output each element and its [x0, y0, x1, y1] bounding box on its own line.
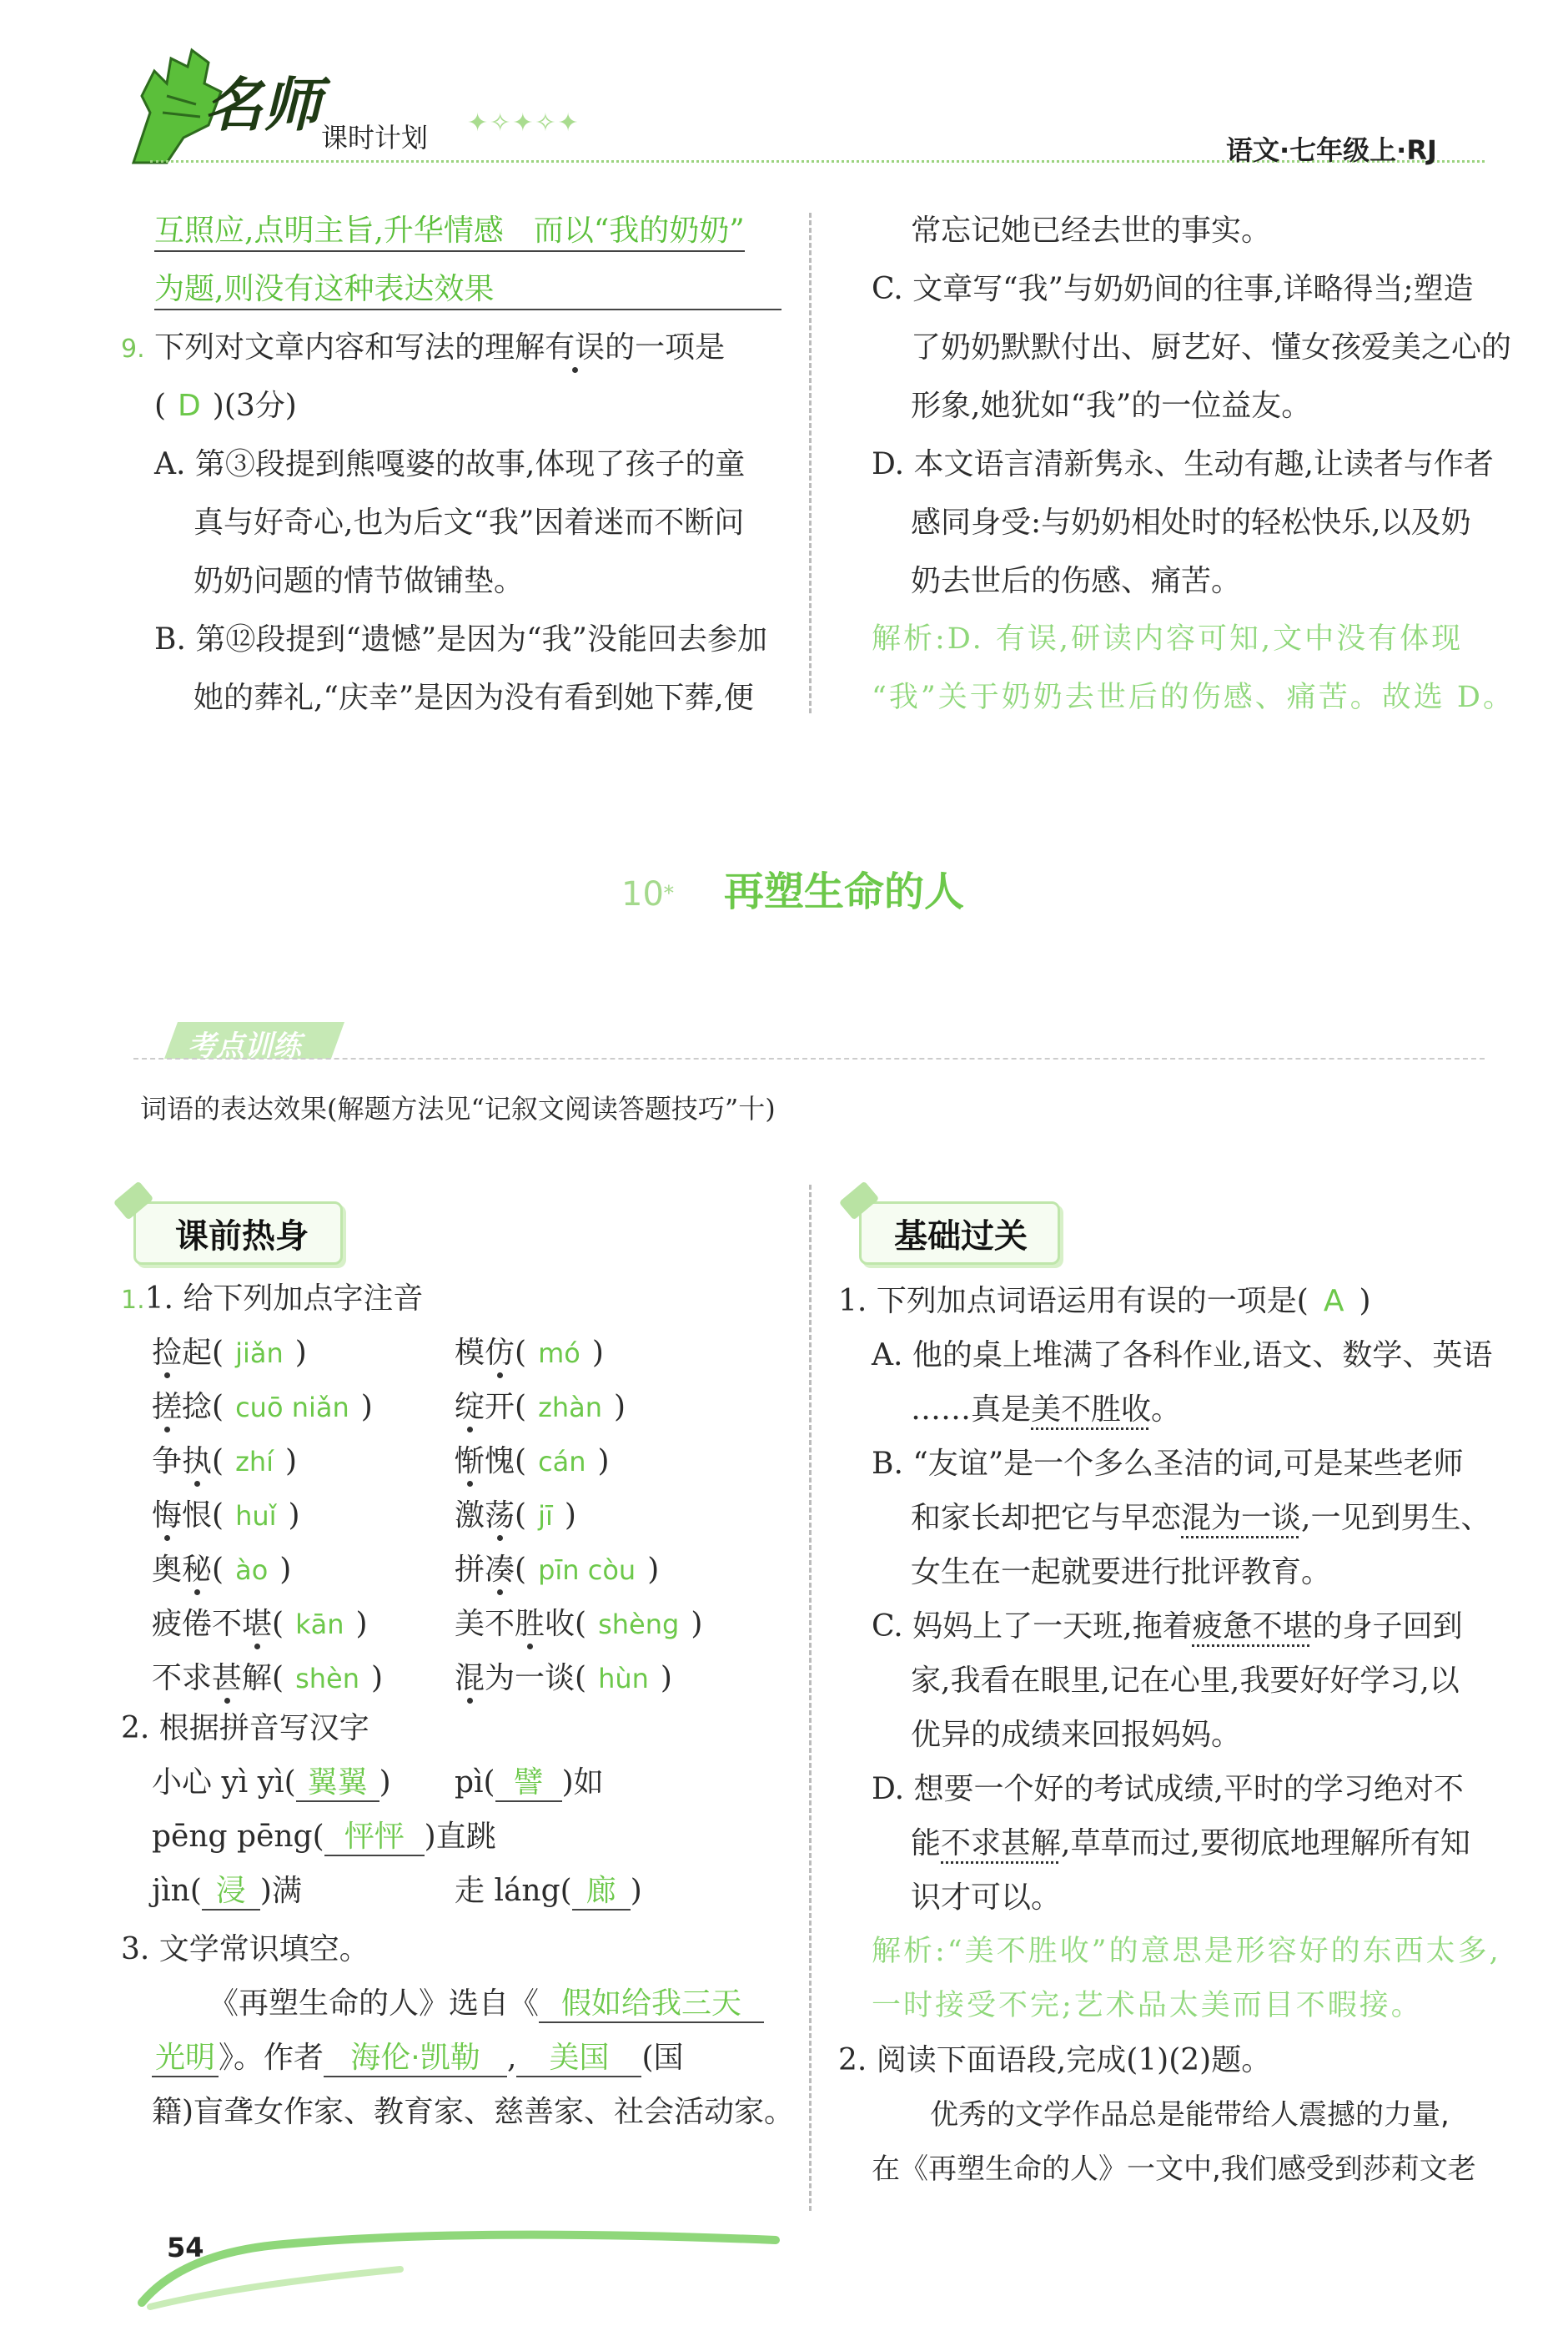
- pinyin-answer: pīn còu: [538, 1554, 636, 1586]
- pinyin-dotted-char: 悔: [152, 1498, 183, 1533]
- pinyin-dotted-char: 荡: [485, 1498, 515, 1533]
- pinyin-answer: zhí: [235, 1446, 274, 1478]
- q1-number: 1.: [121, 1286, 145, 1315]
- warmup-q1: [121, 1281, 423, 1317]
- pinyin-dotted-char: 混: [455, 1661, 485, 1695]
- header: [0, 0, 1568, 175]
- page-swoosh-icon: [133, 2219, 784, 2311]
- basic-c-1-post: 的身子回到: [1312, 1609, 1463, 1644]
- pinyin-post: (: [515, 1553, 527, 1587]
- basic-a-2-em: 美不胜收: [1031, 1392, 1152, 1427]
- q9-option-b-3: 常忘记她已经去世的事实。: [911, 214, 1272, 248]
- pinyin-item: [455, 1606, 702, 1642]
- q9-option-d-1: D. 本文语言清新隽永、生动有趣,让读者与作者: [872, 447, 1494, 481]
- logo-text: 名师: [204, 70, 321, 139]
- pinyin-post: (: [515, 1498, 527, 1533]
- q2-b-post: )如: [561, 1765, 604, 1800]
- pinyin-answer: shèng: [598, 1609, 680, 1640]
- basic-d-2-post: ,草草而过,要彻底地理解所有知: [1061, 1826, 1470, 1860]
- question-stem-end: 的一项是: [605, 330, 726, 365]
- pinyin-answer: zhàn: [538, 1392, 603, 1423]
- q2-d-answer: 浸: [202, 1873, 260, 1911]
- basic-d-2-pre: 能: [911, 1826, 942, 1860]
- basic-q2-text: 2. 阅读下面语段,完成(1)(2)题。: [838, 2043, 1272, 2077]
- basic-q1-stem: 1. 下列加点词语运用有误的一项是(: [838, 1284, 1309, 1318]
- basic-q2: [838, 2042, 1271, 2078]
- pinyin-item: [152, 1443, 297, 1479]
- q3-l1-pre: 《再塑生命的人》选自《: [209, 1986, 540, 2021]
- pinyin-answer: jiǎn: [235, 1337, 284, 1369]
- kaodian-label: 考点训练: [188, 1030, 301, 1063]
- pinyin-item: [152, 1606, 368, 1642]
- q9-option-d-2: 感同身受:与奶奶相处时的轻松快乐,以及奶: [911, 506, 1471, 540]
- q2-item-e: [455, 1873, 642, 1911]
- basic-d-3: 识才可以。: [911, 1880, 1062, 1915]
- pinyin-item: [152, 1660, 383, 1696]
- q3-line-3: 籍)盲聋女作家、教育家、慈善家、社会活动家。: [152, 2095, 795, 2129]
- q2-d-pre: jìn(: [152, 1874, 202, 1908]
- pinyin-dotted-char: 仿: [485, 1336, 515, 1370]
- q2-c-answer: 怦怦: [324, 1819, 425, 1856]
- q3-answer-country: 美国: [516, 2040, 641, 2077]
- pinyin-post: (: [212, 1553, 224, 1587]
- kaodian-divider: [133, 1058, 1485, 1060]
- basic-c-1-pre: C. 妈妈上了一天班,拖着: [872, 1609, 1193, 1644]
- pinyin-close: ): [294, 1336, 307, 1370]
- pinyin-close: ): [660, 1661, 672, 1695]
- pinyin-item: [455, 1498, 576, 1533]
- q9-option-b-2: 她的葬礼,“庆幸”是因为没有看到她下葬,便: [193, 681, 754, 715]
- column-divider-bottom: [809, 1185, 812, 2211]
- basic-b-2-em: 混为一谈: [1181, 1501, 1302, 1535]
- pinyin-answer: kān: [295, 1609, 344, 1640]
- pinyin-pre: 争: [152, 1444, 183, 1478]
- pinyin-dotted-char: 惭: [455, 1444, 485, 1478]
- pinyin-item: [152, 1552, 291, 1588]
- q9-answer-line: [154, 388, 297, 424]
- q9-option-a-1: A. 第③段提到熊嘎婆的故事,体现了孩子的童: [154, 447, 746, 481]
- q1-text: 1. 给下列加点字注音: [144, 1281, 424, 1316]
- pinyin-post: 为一谈(: [485, 1661, 587, 1695]
- pinyin-close: ): [564, 1498, 576, 1533]
- basic-c-3: 优异的成绩来回报妈妈。: [911, 1718, 1242, 1752]
- q3-line-2: [152, 2040, 684, 2077]
- q9-option-b-1: B. 第⑫段提到“遗憾”是因为“我”没能回去参加: [154, 622, 767, 657]
- q2-e-post: ): [630, 1874, 642, 1908]
- q3-answer-author: 海伦·凯勒: [324, 2040, 507, 2077]
- pinyin-item: [152, 1389, 373, 1425]
- pinyin-dotted-char: 胜: [515, 1607, 545, 1641]
- pinyin-post: 恨(: [182, 1498, 224, 1533]
- pinyin-pre: 激: [455, 1498, 485, 1533]
- q9-option-d-3: 奶去世后的伤感、痛苦。: [911, 564, 1242, 598]
- lesson-number: 10: [621, 875, 664, 914]
- q9-option-a-2: 真与好奇心,也为后文“我”因着迷而不断问: [193, 506, 745, 540]
- pinyin-close: ): [691, 1607, 703, 1641]
- q3-answer-book-1: 假如给我三天: [539, 1986, 764, 2023]
- subject-label: 语文·七年级上·RJ: [1226, 134, 1437, 166]
- pinyin-pre: 疲倦不: [152, 1607, 243, 1641]
- q2-a-post: ): [379, 1765, 391, 1800]
- pinyin-post: 起(: [182, 1336, 224, 1370]
- answer-line-1: 互照应,点明主旨,升华情感 而以“我的奶奶”: [154, 213, 745, 252]
- pinyin-dotted-char: 甚: [212, 1661, 243, 1695]
- pinyin-answer: cuō niǎn: [235, 1392, 349, 1423]
- pinyin-post: 捻(: [182, 1390, 224, 1424]
- q2-item-c: [152, 1819, 496, 1856]
- question-stem: 下列对文章内容和写法的理解: [154, 330, 545, 365]
- q2-c-post: )直跳: [424, 1820, 496, 1854]
- pinyin-pre: 美不: [455, 1607, 515, 1641]
- pinyin-item: [152, 1335, 307, 1371]
- q9-option-a-3: 奶奶问题的情节做铺垫。: [193, 564, 525, 598]
- basic-q1-answer: A: [1323, 1284, 1344, 1318]
- column-divider-top: [809, 213, 812, 713]
- pinyin-pre: 奥: [152, 1553, 183, 1587]
- pinyin-answer: ào: [235, 1554, 269, 1586]
- pinyin-close: ): [355, 1607, 368, 1641]
- pinyin-post: 开(: [485, 1390, 527, 1424]
- basic-explanation-2: 一时接受不完;艺术品太美而目不暇接。: [872, 1989, 1423, 2022]
- pinyin-answer: huǐ: [235, 1500, 277, 1532]
- pinyin-post: (: [272, 1607, 284, 1641]
- pinyin-close: ): [288, 1498, 300, 1533]
- pinyin-close: ): [279, 1553, 292, 1587]
- basic-title: 基础过关: [894, 1217, 1028, 1256]
- basic-b-3: 女生在一起就要进行批评教育。: [911, 1555, 1332, 1589]
- series-label: 课时计划: [321, 122, 429, 154]
- page-number: 54: [167, 2232, 204, 2263]
- warmup-q3: 3. 文学常识填空。: [121, 1932, 369, 1966]
- q2-item-b: [455, 1765, 604, 1802]
- pinyin-dotted-char: 绽: [455, 1390, 485, 1424]
- basic-c-1: [872, 1609, 1463, 1644]
- pinyin-dotted-char: 秘: [182, 1553, 213, 1587]
- q2-b-pre: pì(: [455, 1765, 495, 1800]
- pinyin-answer: jī: [538, 1500, 553, 1532]
- pinyin-close: ): [360, 1390, 373, 1424]
- pinyin-post: 收(: [545, 1607, 587, 1641]
- pinyin-item: [455, 1335, 604, 1371]
- pinyin-post: (: [212, 1444, 224, 1478]
- basic-a-2: [911, 1392, 1181, 1427]
- q2-item-d: [152, 1873, 302, 1911]
- basic-a-2-post: 。: [1151, 1392, 1182, 1427]
- pinyin-close: ): [614, 1390, 626, 1424]
- basic-explanation-1: 解析:“美不胜收”的意思是形容好的东西太多,: [872, 1935, 1501, 1968]
- pinyin-dotted-char: 凑: [485, 1553, 515, 1587]
- q3-l2-mid: 》。作者: [219, 2041, 324, 2075]
- basic-d-1: D. 想要一个好的考试成绩,平时的学习绝对不: [872, 1772, 1464, 1806]
- basic-b-1: B. “友谊”是一个多么圣洁的词,可是某些老师: [872, 1447, 1464, 1481]
- pinyin-pre: 不求: [152, 1661, 213, 1695]
- paren-score: )(3分): [212, 389, 297, 423]
- basic-c-1-em: 疲惫不堪: [1192, 1609, 1313, 1644]
- q3-line-1: [209, 1986, 764, 2023]
- pinyin-answer: mó: [538, 1337, 580, 1369]
- basic-b-2-pre: 和家长却把它与早恋: [911, 1501, 1182, 1535]
- q2-d-post: )满: [259, 1874, 302, 1908]
- pinyin-answer: hùn: [598, 1663, 649, 1694]
- basic-q1: [838, 1283, 1371, 1319]
- q9-answer: D: [178, 389, 201, 423]
- basic-b-2: [911, 1500, 1490, 1536]
- q2-e-answer: 廊: [572, 1873, 631, 1911]
- warmup-title: 课前热身: [175, 1217, 309, 1256]
- pinyin-pre: 拼: [455, 1553, 485, 1587]
- paren: (: [154, 389, 167, 423]
- pinyin-dotted-char: 堪: [242, 1607, 273, 1641]
- pinyin-post: (: [515, 1336, 527, 1370]
- pinyin-close: ): [647, 1553, 660, 1587]
- pinyin-answer: cán: [538, 1446, 586, 1478]
- passage-line-1: 优秀的文学作品总是能带给人震撼的力量,: [930, 2098, 1450, 2132]
- kaodian-text: 词语的表达效果(解题方法见“记叙文阅读答题技巧”十): [140, 1093, 776, 1125]
- emphasis-dots: [545, 330, 605, 365]
- pinyin-item: [152, 1498, 300, 1533]
- pinyin-dotted-char: 捡: [152, 1336, 183, 1370]
- q9-option-c-2: 了奶奶默默付出、厨艺好、懂女孩爱美之心的: [911, 330, 1512, 365]
- q9-explanation-2: “我”关于奶奶去世后的伤感、痛苦。故选 D。: [872, 681, 1515, 714]
- pinyin-close: ): [285, 1444, 298, 1478]
- answer-line-2: 为题,则没有这种表达效果: [154, 271, 781, 310]
- q9-explanation-1: 解析:D. 有误,研读内容可知,文中没有体现: [872, 622, 1464, 656]
- q2-item-a: [152, 1765, 391, 1802]
- pinyin-post: 愧(: [485, 1444, 527, 1478]
- basic-d-2: [911, 1825, 1470, 1861]
- q3-comma: ,: [507, 2041, 517, 2075]
- q2-c-pre: pēng pēng(: [152, 1820, 324, 1854]
- stars-decoration: ✦✧✦✧✦: [467, 108, 580, 138]
- pinyin-answer: shèn: [295, 1663, 359, 1694]
- pinyin-pre: 模: [455, 1336, 485, 1370]
- question-number: 9.: [121, 335, 145, 364]
- q9-option-c-1: C. 文章写“我”与奶奶间的往事,详略得当;塑造: [872, 272, 1474, 306]
- q9-option-c-3: 形象,她犹如“我”的一位益友。: [911, 389, 1312, 423]
- q2-b-answer: 譬: [495, 1765, 562, 1802]
- q2-a-answer: 翼翼: [296, 1765, 379, 1802]
- pinyin-item: [455, 1389, 626, 1425]
- q2-a-pre: 小心 yì yì(: [152, 1765, 296, 1800]
- pinyin-post: 解(: [242, 1661, 284, 1695]
- pinyin-dotted-char: 执: [182, 1444, 213, 1478]
- basic-q1-close: ): [1359, 1284, 1371, 1318]
- q3-answer-book-2: 光明: [152, 2040, 219, 2077]
- q2-e-pre: 走 láng(: [455, 1874, 572, 1908]
- pinyin-close: ): [371, 1661, 384, 1695]
- pinyin-dotted-char: 搓: [152, 1390, 183, 1424]
- lesson-star: *: [663, 881, 674, 905]
- basic-d-2-em: 不求甚解: [941, 1826, 1062, 1860]
- pinyin-close: ): [591, 1336, 604, 1370]
- pinyin-close: ): [597, 1444, 610, 1478]
- pinyin-item: [455, 1443, 610, 1479]
- question-9: [121, 330, 725, 365]
- passage-line-2: 在《再塑生命的人》一文中,我们感受到莎莉文老: [872, 2152, 1476, 2186]
- warmup-q2: 2. 根据拼音写汉字: [121, 1711, 369, 1745]
- basic-a-1: A. 他的桌上堆满了各科作业,语文、数学、英语: [872, 1338, 1493, 1372]
- basic-a-2-pre: ……真是: [911, 1392, 1032, 1427]
- lesson-heading: [621, 859, 964, 917]
- q3-l2-post: (国: [641, 2041, 684, 2075]
- basic-b-2-post: ,一见到男生、: [1301, 1501, 1491, 1535]
- pinyin-item: [455, 1660, 672, 1696]
- basic-c-2: 家,我看在眼里,记在心里,我要好好学习,以: [911, 1664, 1460, 1698]
- lesson-title: 再塑生命的人: [724, 868, 965, 915]
- emphasis-text: 有误: [545, 330, 606, 365]
- pinyin-item: [455, 1552, 659, 1588]
